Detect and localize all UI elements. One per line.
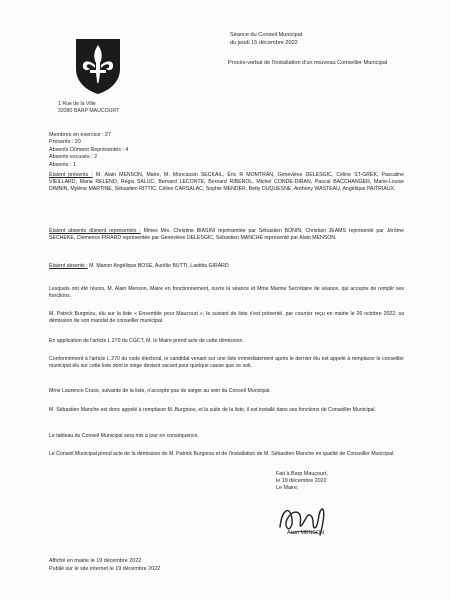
stat-absent: Absents : 1 bbox=[49, 161, 76, 168]
signature-place: Fait à Barp Maucourt, bbox=[276, 471, 328, 477]
table-update-paragraph: Le tableau du Conseil Municipal sera mis à jour en conséquence. bbox=[49, 433, 199, 439]
published-website: Publié sur le site internet le 19 décembre 2022 bbox=[49, 565, 161, 572]
stat-represented: Absents Dûment Représentés : 4 bbox=[49, 146, 129, 153]
posted-town-hall: Affiché en mairie le 19 décembre 2022 bbox=[49, 558, 142, 564]
meeting-title: Séance du Conseil Municipal bbox=[230, 32, 303, 38]
presents-label: Étaient présents : bbox=[49, 172, 93, 178]
acknowledgement-paragraph: En application de l'article L 270 du CGCT, M. le Maire prend acte de cette démission. bbox=[49, 338, 244, 344]
address-line-2: 33380 BARP MAUCOURT bbox=[58, 107, 120, 114]
conclusion-paragraph: Le Conseil Municipal prend acte de la démission de M. Patrick Burgniou et de l'installation de M. Sébastien Manche en qualité de Conseiller Municipal. bbox=[49, 451, 395, 457]
stat-excused: Absents excusés : 2 bbox=[49, 154, 98, 161]
resignation-paragraph: M. Patrick Burgniou, élu sur la liste « Ensemble pour Maucourt », le suivant de liste s'est présenté, par courrier reçu en mairie le 26 octobre 2022, sa démission de son mandat de conseiller municipal. bbox=[49, 311, 404, 325]
presents-paragraph bbox=[49, 172, 404, 194]
installation-paragraph: M. Sébastien Manche est donc appelé à remplacer M. Burgniou, et la suite de la liste, il est installé dans ses fonctions de Conseiller Municipal. bbox=[49, 407, 376, 413]
represented-paragraph bbox=[49, 228, 404, 242]
stat-members: Membres en exercice : 27 bbox=[49, 132, 112, 138]
address-block bbox=[58, 101, 148, 114]
meeting-date: du jeudi 15 décembre 2022 bbox=[230, 40, 298, 46]
electoral-code-paragraph: Conformément à l'article L 270 du code électoral, le candidat venant sur une liste immédiatement après le dernier élu est appelé à remplacer le conseiller municipal élu sur cette liste dont le siège devient vacant pour quelque cause que ce soit. bbox=[49, 356, 404, 370]
signature-date: le 19 décembre 2022 bbox=[276, 478, 327, 485]
posting-footer bbox=[49, 558, 160, 573]
signature-role: Le Maire, bbox=[276, 485, 299, 492]
excused-label: Étaient absents : bbox=[49, 263, 88, 269]
represented-list: Mmes Mrs. Christine BIASINI représentée par Sébastien BONIN, Christian JEAMS représenté par Jérôme SECHEKE, Clémence PIRARD représentée par Geneviève DELESGIC, Sébastien MANCHE représenté par Alain MENSON. bbox=[49, 228, 404, 242]
stat-present: Présents : 20 bbox=[49, 139, 81, 146]
represented-label: Étaient absents dûment représentés : bbox=[49, 228, 141, 234]
excused-paragraph bbox=[49, 263, 404, 270]
attendance-stats bbox=[49, 132, 128, 169]
fleur-de-lis-crest-icon bbox=[74, 37, 122, 95]
excused-list: M. Manon Angélique BOSE, Aurélie BUTTI, Laetitia GIRARD bbox=[89, 263, 229, 269]
refusal-paragraph: Mme Laurence Cruse, suivante de la liste, n'accepte pas de siéger au sein du Conseil Municipal. bbox=[49, 388, 271, 394]
meeting-header bbox=[230, 31, 302, 47]
opening-paragraph: Lesquels ont été réunis, M. Alain Menson, Maire en fonctionnement, ouvre la séance et Mme Marine Secrétaire de séance, qui accepte de remplir ses fonctions. bbox=[49, 286, 404, 300]
presents-list: M. Alain MENSON, Maire, M. Moncassin SECKAIL, Éric R MOMTRAN, Geneviève DELESGIC, Céline ST-GREK, Pascaline VIEILLARD, Maria RELENO, Régis SALUC, Bernard LECONTE, Bernard RIBEROL, Michel CONDE-DIRAN, Pascal BACCHANGER, Marie-Louise DIMNIN, Mylène MARTINE, Sébastien RITTIC, Céline CARSALAC, Sophie MENDER, Betty DUQUESNE, Anthony WASTEAU, Angélique PAITRIAUX. bbox=[49, 172, 405, 193]
signature-block bbox=[276, 471, 328, 493]
document-subject: Procès-verbal de l'installation d'un nouveau Conseiller Municipal bbox=[228, 60, 388, 66]
signer-name: Alain MENSON bbox=[287, 530, 325, 536]
address-line-1: 1 Rue de la Ville bbox=[58, 101, 96, 107]
